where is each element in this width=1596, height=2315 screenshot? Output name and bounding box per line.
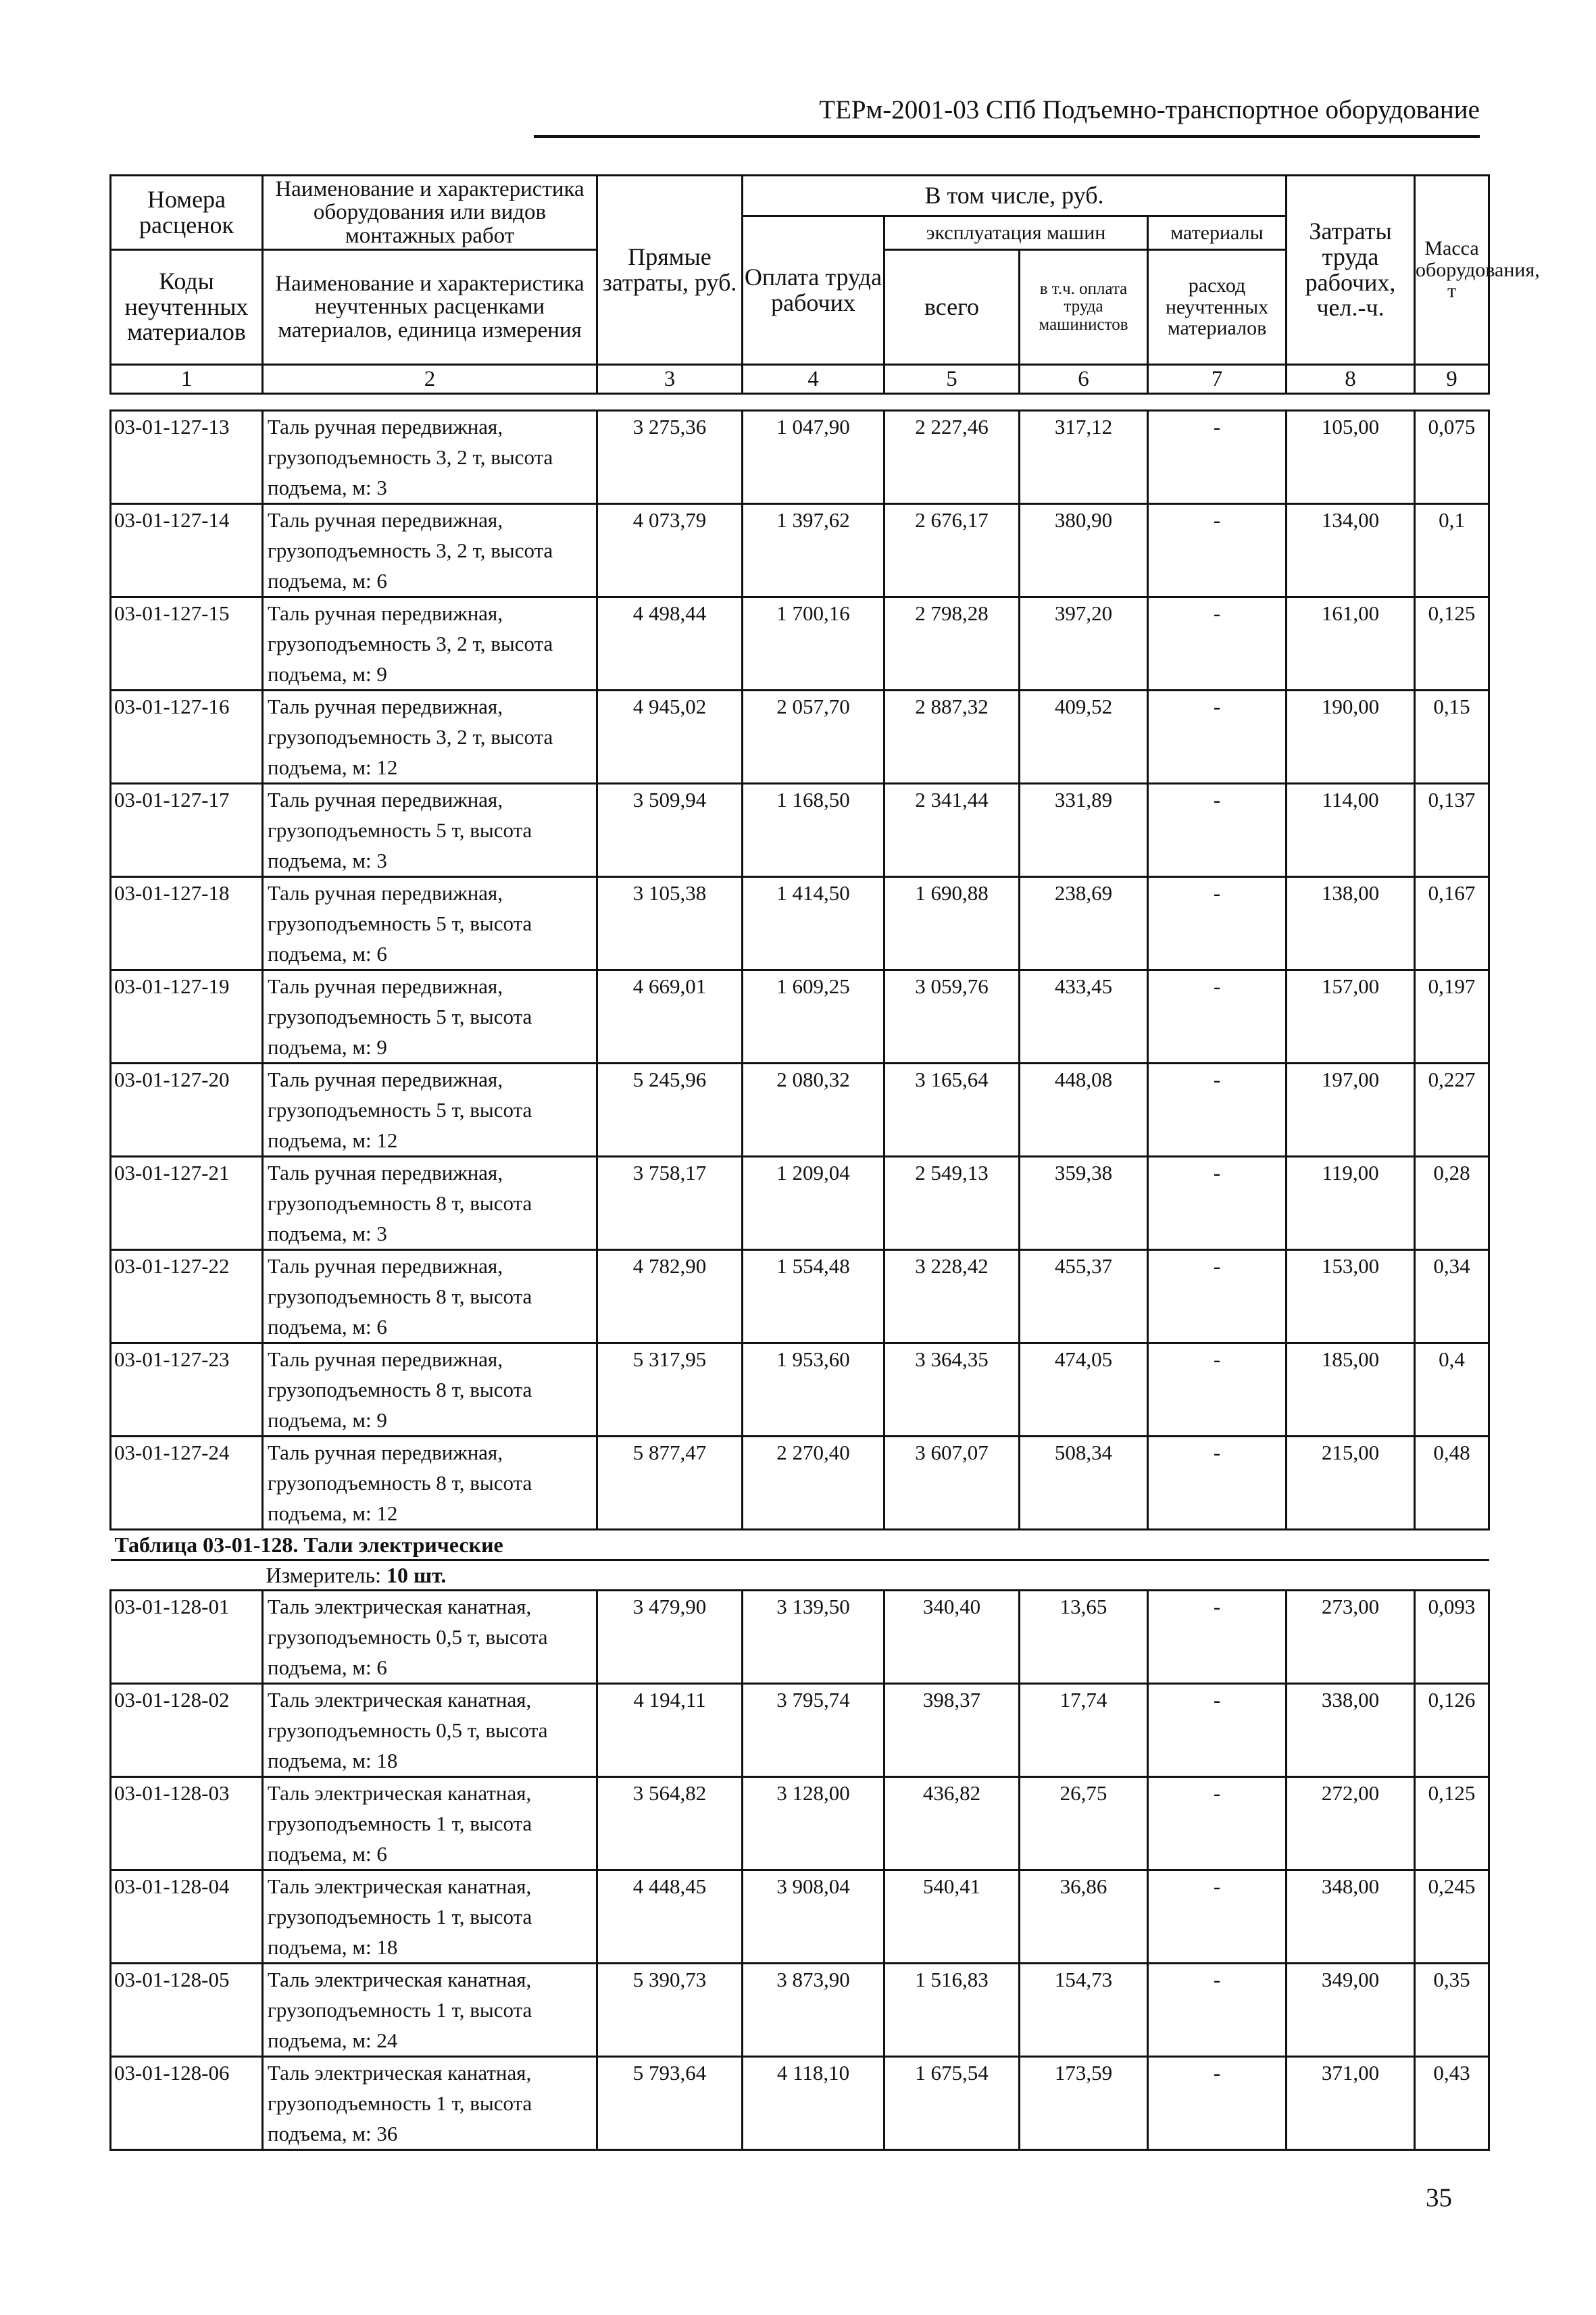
rate-name: Таль ручная передвижная, грузоподъемность 5 т, высота подъема, м: 9: [263, 970, 597, 1064]
column-number: 9: [1415, 365, 1489, 394]
labor-hours: 197,00: [1287, 1064, 1415, 1157]
rate-name: Таль ручная передвижная, грузоподъемность 8 т, высота подъема, м: 3: [263, 1157, 597, 1250]
materials-cost: -: [1148, 1591, 1287, 1684]
rate-code: 03-01-128-05: [111, 1964, 263, 2057]
table-row: [111, 1437, 1489, 1530]
table-row: [111, 504, 1489, 597]
table-row: [111, 1250, 1489, 1343]
labor-cost: 1 700,16: [743, 597, 884, 691]
machine-operator-cost: 36,86: [1020, 1870, 1148, 1964]
materials-cost: -: [1148, 1684, 1287, 1777]
unit-label: Измеритель:: [266, 1563, 382, 1587]
materials-cost: -: [1148, 1064, 1287, 1157]
column-number: 2: [263, 365, 597, 394]
col7-head: расход неучтенных материалов: [1148, 250, 1287, 365]
equipment-mass: 0,125: [1415, 1777, 1489, 1870]
col1-top-head: Номера расценок: [111, 176, 263, 250]
machine-operator-cost: 26,75: [1020, 1777, 1148, 1870]
col8-head: Затраты труда рабочих, чел.-ч.: [1287, 176, 1415, 365]
rate-name: Таль электрическая канатная, грузоподъемность 0,5 т, высота подъема, м: 6: [263, 1591, 597, 1684]
machine-cost-total: 2 798,28: [884, 597, 1020, 691]
machine-cost-total: 436,82: [884, 1777, 1020, 1870]
direct-cost: 5 877,47: [597, 1437, 743, 1530]
column-number: 8: [1287, 365, 1415, 394]
machine-cost-total: 540,41: [884, 1870, 1020, 1964]
materials-cost: -: [1148, 1777, 1287, 1870]
rate-name: Таль электрическая канатная, грузоподъемность 0,5 т, высота подъема, м: 18: [263, 1684, 597, 1777]
materials-cost: -: [1148, 877, 1287, 970]
equipment-mass: 0,167: [1415, 877, 1489, 970]
rate-name: Таль электрическая канатная, грузоподъемность 1 т, высота подъема, м: 18: [263, 1870, 597, 1964]
machine-cost-total: 398,37: [884, 1684, 1020, 1777]
column-number: 4: [743, 365, 884, 394]
materials-cost: -: [1148, 1343, 1287, 1437]
machine-operator-cost: 154,73: [1020, 1964, 1148, 2057]
rate-name: Таль ручная передвижная, грузоподъемность 3, 2 т, высота подъема, м: 9: [263, 597, 597, 691]
labor-hours: 215,00: [1287, 1437, 1415, 1530]
direct-cost: 4 073,79: [597, 504, 743, 597]
direct-cost: 4 945,02: [597, 691, 743, 784]
labor-cost: 3 795,74: [743, 1684, 884, 1777]
machine-operator-cost: 455,37: [1020, 1250, 1148, 1343]
machine-cost-total: 3 364,35: [884, 1343, 1020, 1437]
equipment-mass: 0,227: [1415, 1064, 1489, 1157]
table-row: [111, 1777, 1489, 1870]
labor-cost: 3 908,04: [743, 1870, 884, 1964]
rate-name: Таль ручная передвижная, грузоподъемность 3, 2 т, высота подъема, м: 6: [263, 504, 597, 597]
equipment-mass: 0,43: [1415, 2057, 1489, 2150]
labor-hours: 153,00: [1287, 1250, 1415, 1343]
machine-operator-cost: 331,89: [1020, 784, 1148, 877]
materials-cost: -: [1148, 1437, 1287, 1530]
labor-hours: 272,00: [1287, 1777, 1415, 1870]
header-rule: [534, 135, 1480, 138]
direct-cost: 5 390,73: [597, 1964, 743, 2057]
machine-operator-cost: 238,69: [1020, 877, 1148, 970]
rate-code: 03-01-127-22: [111, 1250, 263, 1343]
rate-code: 03-01-127-20: [111, 1064, 263, 1157]
rate-code: 03-01-127-23: [111, 1343, 263, 1437]
col3-head: Прямые затраты, руб.: [597, 176, 743, 365]
materials-cost: -: [1148, 504, 1287, 597]
table-row: [111, 411, 1489, 504]
materials-cost: -: [1148, 597, 1287, 691]
direct-cost: 4 194,11: [597, 1684, 743, 1777]
machine-cost-total: 1 690,88: [884, 877, 1020, 970]
section2-unit: [111, 1560, 1489, 1591]
materials-cost: -: [1148, 784, 1287, 877]
section2-caption: [111, 1530, 1489, 1591]
direct-cost: 4 448,45: [597, 1870, 743, 1964]
rate-code: 03-01-127-13: [111, 411, 263, 504]
rate-code: 03-01-127-14: [111, 504, 263, 597]
direct-cost: 3 105,38: [597, 877, 743, 970]
rate-name: Таль ручная передвижная, грузоподъемность 5 т, высота подъема, м: 12: [263, 1064, 597, 1157]
table-row: [111, 691, 1489, 784]
machine-cost-total: 1 516,83: [884, 1964, 1020, 2057]
rate-code: 03-01-128-01: [111, 1591, 263, 1684]
materials-cost: -: [1148, 1157, 1287, 1250]
rate-code: 03-01-127-19: [111, 970, 263, 1064]
rate-name: Таль ручная передвижная, грузоподъемность 5 т, высота подъема, м: 6: [263, 877, 597, 970]
labor-hours: 161,00: [1287, 597, 1415, 691]
rate-name: Таль электрическая канатная, грузоподъемность 1 т, высота подъема, м: 24: [263, 1964, 597, 2057]
direct-cost: 3 564,82: [597, 1777, 743, 1870]
rate-code: 03-01-127-16: [111, 691, 263, 784]
labor-cost: 1 168,50: [743, 784, 884, 877]
table-row: [111, 1591, 1489, 1684]
table-row: [111, 1684, 1489, 1777]
labor-hours: 338,00: [1287, 1684, 1415, 1777]
direct-cost: 3 275,36: [597, 411, 743, 504]
table-row: [111, 1870, 1489, 1964]
rate-name: Таль ручная передвижная, грузоподъемность 5 т, высота подъема, м: 3: [263, 784, 597, 877]
machine-cost-total: 3 607,07: [884, 1437, 1020, 1530]
materials-cost: -: [1148, 691, 1287, 784]
table-row: [111, 597, 1489, 691]
machines-head: эксплуатация машин: [884, 216, 1148, 250]
materials-head: материалы: [1148, 216, 1287, 250]
labor-hours: 157,00: [1287, 970, 1415, 1064]
machine-operator-cost: 13,65: [1020, 1591, 1148, 1684]
section2-title: Таблица 03-01-128. Тали электрические: [111, 1530, 1489, 1560]
rate-code: 03-01-127-17: [111, 784, 263, 877]
labor-cost: 3 139,50: [743, 1591, 884, 1684]
col2-top-head: Наименование и характеристика оборудования или видов монтажных работ: [263, 176, 597, 250]
materials-cost: -: [1148, 2057, 1287, 2150]
equipment-mass: 0,093: [1415, 1591, 1489, 1684]
labor-cost: 1 047,90: [743, 411, 884, 504]
rate-name: Таль ручная передвижная, грузоподъемность 8 т, высота подъема, м: 6: [263, 1250, 597, 1343]
labor-cost: 1 554,48: [743, 1250, 884, 1343]
machine-cost-total: 3 059,76: [884, 970, 1020, 1064]
rate-code: 03-01-127-24: [111, 1437, 263, 1530]
rate-code: 03-01-128-04: [111, 1870, 263, 1964]
equipment-mass: 0,48: [1415, 1437, 1489, 1530]
equipment-mass: 0,28: [1415, 1157, 1489, 1250]
column-number: 1: [111, 365, 263, 394]
rate-name: Таль ручная передвижная, грузоподъемность 8 т, высота подъема, м: 12: [263, 1437, 597, 1530]
machine-operator-cost: 448,08: [1020, 1064, 1148, 1157]
materials-cost: -: [1148, 1964, 1287, 2057]
column-number: 3: [597, 365, 743, 394]
equipment-mass: 0,245: [1415, 1870, 1489, 1964]
labor-hours: 349,00: [1287, 1964, 1415, 2057]
rate-name: Таль электрическая канатная, грузоподъемность 1 т, высота подъема, м: 36: [263, 2057, 597, 2150]
machine-cost-total: 2 549,13: [884, 1157, 1020, 1250]
labor-hours: 371,00: [1287, 2057, 1415, 2150]
machine-cost-total: 3 228,42: [884, 1250, 1020, 1343]
column-number: 5: [884, 365, 1020, 394]
table-row: [111, 1964, 1489, 2057]
rate-code: 03-01-128-03: [111, 1777, 263, 1870]
rate-name: Таль ручная передвижная, грузоподъемность 8 т, высота подъема, м: 9: [263, 1343, 597, 1437]
direct-cost: 5 793,64: [597, 2057, 743, 2150]
table-row: [111, 1157, 1489, 1250]
labor-cost: 1 397,62: [743, 504, 884, 597]
direct-cost: 4 498,44: [597, 597, 743, 691]
equipment-mass: 0,137: [1415, 784, 1489, 877]
direct-cost: 4 782,90: [597, 1250, 743, 1343]
rate-name: Таль ручная передвижная, грузоподъемность 3, 2 т, высота подъема, м: 12: [263, 691, 597, 784]
col4-head: Оплата труда рабочих: [743, 216, 884, 365]
column-number: 6: [1020, 365, 1148, 394]
machine-operator-cost: 17,74: [1020, 1684, 1148, 1777]
labor-hours: 105,00: [1287, 411, 1415, 504]
machine-cost-total: 1 675,54: [884, 2057, 1020, 2150]
rates-table: [109, 174, 1540, 2151]
rate-name: Таль ручная передвижная, грузоподъемность 3, 2 т, высота подъема, м: 3: [263, 411, 597, 504]
machine-operator-cost: 380,90: [1020, 504, 1148, 597]
direct-cost: 3 509,94: [597, 784, 743, 877]
machine-cost-total: 2 887,32: [884, 691, 1020, 784]
section1-body: [111, 411, 1489, 1530]
equipment-mass: 0,1: [1415, 504, 1489, 597]
labor-hours: 134,00: [1287, 504, 1415, 597]
table-row: [111, 2057, 1489, 2150]
machine-cost-total: 3 165,64: [884, 1064, 1020, 1157]
col6-head: в т.ч. оплата труда машинистов: [1020, 250, 1148, 365]
labor-cost: 2 080,32: [743, 1064, 884, 1157]
equipment-mass: 0,197: [1415, 970, 1489, 1064]
table-row: [111, 1064, 1489, 1157]
rate-code: 03-01-127-21: [111, 1157, 263, 1250]
labor-hours: 114,00: [1287, 784, 1415, 877]
labor-cost: 3 128,00: [743, 1777, 884, 1870]
machine-operator-cost: 359,38: [1020, 1157, 1148, 1250]
equipment-mass: 0,125: [1415, 597, 1489, 691]
table-row: [111, 1343, 1489, 1437]
equipment-mass: 0,35: [1415, 1964, 1489, 2057]
labor-hours: 185,00: [1287, 1343, 1415, 1437]
rate-code: 03-01-128-02: [111, 1684, 263, 1777]
column-numbers-row: [111, 365, 1489, 394]
labor-cost: 3 873,90: [743, 1964, 884, 2057]
labor-cost: 2 057,70: [743, 691, 884, 784]
machine-operator-cost: 433,45: [1020, 970, 1148, 1064]
table-row: [111, 877, 1489, 970]
col9-head: Масса оборудования, т: [1415, 176, 1489, 365]
direct-cost: 5 245,96: [597, 1064, 743, 1157]
labor-hours: 348,00: [1287, 1870, 1415, 1964]
machine-operator-cost: 397,20: [1020, 597, 1148, 691]
labor-hours: 119,00: [1287, 1157, 1415, 1250]
equipment-mass: 0,34: [1415, 1250, 1489, 1343]
page-number: 35: [1426, 2183, 1452, 2212]
labor-cost: 1 414,50: [743, 877, 884, 970]
labor-cost: 1 953,60: [743, 1343, 884, 1437]
machine-operator-cost: 508,34: [1020, 1437, 1148, 1530]
rates-table-wrap: [109, 174, 1540, 2151]
rate-code: 03-01-127-18: [111, 877, 263, 970]
unit-value: 10 шт.: [386, 1563, 447, 1587]
direct-cost: 5 317,95: [597, 1343, 743, 1437]
equipment-mass: 0,075: [1415, 411, 1489, 504]
machine-operator-cost: 317,12: [1020, 411, 1148, 504]
equipment-mass: 0,15: [1415, 691, 1489, 784]
col1-bottom-head: Коды неучтенных материалов: [111, 250, 263, 365]
labor-cost: 1 209,04: [743, 1157, 884, 1250]
labor-hours: 190,00: [1287, 691, 1415, 784]
table-row: [111, 970, 1489, 1064]
equipment-mass: 0,4: [1415, 1343, 1489, 1437]
running-header: ТЕРм-2001-03 СПб Подъемно-транспортное оборудование: [819, 95, 1480, 124]
in-total-head: В том числе, руб.: [743, 176, 1287, 216]
machine-operator-cost: 173,59: [1020, 2057, 1148, 2150]
labor-cost: 1 609,25: [743, 970, 884, 1064]
header-gap: [111, 394, 1489, 411]
machine-cost-total: 340,40: [884, 1591, 1020, 1684]
machine-cost-total: 2 341,44: [884, 784, 1020, 877]
direct-cost: 3 758,17: [597, 1157, 743, 1250]
machine-cost-total: 2 676,17: [884, 504, 1020, 597]
machine-operator-cost: 409,52: [1020, 691, 1148, 784]
table-row: [111, 784, 1489, 877]
labor-cost: 4 118,10: [743, 2057, 884, 2150]
machine-cost-total: 2 227,46: [884, 411, 1020, 504]
materials-cost: -: [1148, 1250, 1287, 1343]
rate-code: 03-01-127-15: [111, 597, 263, 691]
labor-hours: 138,00: [1287, 877, 1415, 970]
machine-operator-cost: 474,05: [1020, 1343, 1148, 1437]
section2-body: [111, 1591, 1489, 2150]
labor-hours: 273,00: [1287, 1591, 1415, 1684]
direct-cost: 3 479,90: [597, 1591, 743, 1684]
rate-name: Таль электрическая канатная, грузоподъемность 1 т, высота подъема, м: 6: [263, 1777, 597, 1870]
col2-bottom-head: Наименование и характеристика неучтенных расценками материалов, единица измерения: [263, 250, 597, 365]
rate-code: 03-01-128-06: [111, 2057, 263, 2150]
column-number: 7: [1148, 365, 1287, 394]
materials-cost: -: [1148, 1870, 1287, 1964]
labor-cost: 2 270,40: [743, 1437, 884, 1530]
materials-cost: -: [1148, 970, 1287, 1064]
col5-head: всего: [884, 250, 1020, 365]
equipment-mass: 0,126: [1415, 1684, 1489, 1777]
materials-cost: -: [1148, 411, 1287, 504]
direct-cost: 4 669,01: [597, 970, 743, 1064]
